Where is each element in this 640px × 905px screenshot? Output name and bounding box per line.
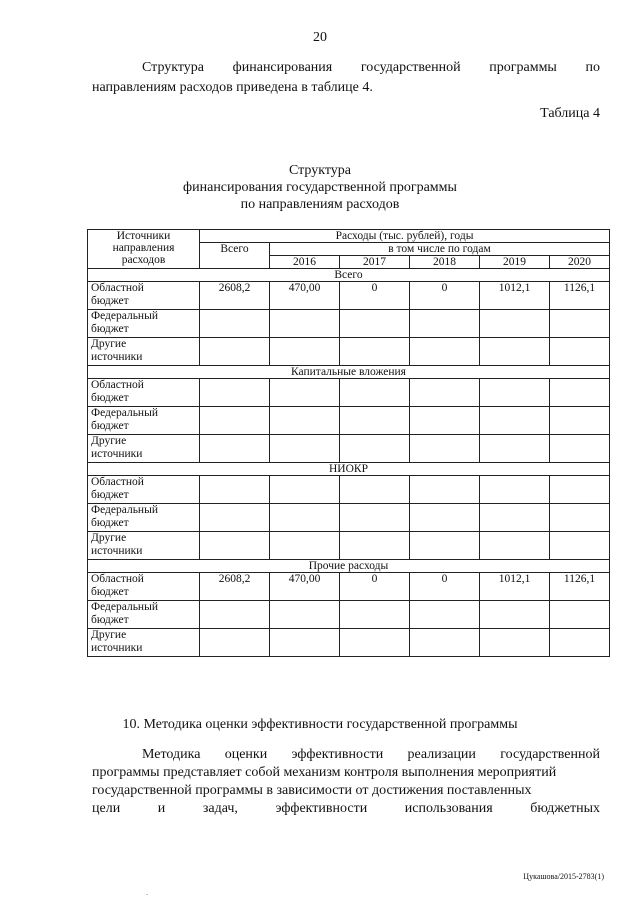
paragraph-text: программы представляет собой механизм контроля выполнения мероприятий (92, 765, 557, 780)
page-number: 20 (313, 30, 327, 45)
value-cell (200, 532, 270, 560)
value-cell (270, 310, 340, 338)
methodology-paragraph (92, 746, 600, 818)
section-title-cell: НИОКР (88, 463, 610, 476)
value-cell (340, 407, 410, 435)
value-cell (200, 379, 270, 407)
row-label-line: Областной (91, 476, 144, 488)
table-label: Таблица 4 (540, 106, 600, 121)
value-cell (270, 407, 340, 435)
value-cell (200, 435, 270, 463)
value-cell (200, 601, 270, 629)
header-expenses-cell: Расходы (тыс. рублей), годы (200, 230, 610, 243)
value-cell: 0 (410, 282, 480, 310)
header-year-cell: 2017 (340, 256, 410, 269)
value-cell (410, 629, 480, 657)
row-label-cell (88, 573, 200, 601)
paragraph-line-1 (92, 746, 600, 764)
intro-line-1 (92, 58, 600, 78)
section-row (88, 463, 610, 476)
paragraph-line-2 (92, 764, 600, 782)
value-cell (410, 476, 480, 504)
section-10-title: 10. Методика оценки эффективности государственной программы (122, 717, 518, 732)
table-row (88, 601, 610, 629)
paragraph-word: использования (404, 801, 493, 816)
value-cell: 1126,1 (550, 282, 610, 310)
table-row (88, 629, 610, 657)
row-label-line: Федеральный (91, 504, 158, 516)
table-row (88, 504, 610, 532)
paragraph-text: государственной программы в зависимости от достижения поставленных (92, 783, 532, 798)
header-year-cell: 2020 (550, 256, 610, 269)
row-label-line: бюджет (91, 420, 129, 432)
row-label-line: Федеральный (91, 310, 158, 322)
value-cell (410, 379, 480, 407)
value-cell (270, 532, 340, 560)
table-title-line: финансирования государственной программы (183, 180, 457, 195)
value-cell (550, 601, 610, 629)
row-label-line: источники (91, 448, 143, 460)
row-label-line: бюджет (91, 295, 129, 307)
value-cell (480, 310, 550, 338)
row-label-line: источники (91, 351, 143, 363)
table-row (88, 532, 610, 560)
header-year-cell: 2019 (480, 256, 550, 269)
intro-word: финансирования (232, 60, 333, 75)
value-cell (550, 310, 610, 338)
table-title (0, 162, 640, 213)
paragraph-word: задач, (202, 801, 238, 816)
paragraph-word: эффективности (275, 801, 368, 816)
row-label-line: бюджет (91, 614, 129, 626)
row-label-cell (88, 282, 200, 310)
value-cell (200, 629, 270, 657)
value-cell (270, 435, 340, 463)
table-title-line: Структура (288, 163, 352, 178)
value-cell (480, 338, 550, 366)
intro-line-2: направлениям расходов приведена в таблице 4. (92, 80, 373, 95)
paragraph-word: оценки (224, 747, 268, 762)
row-label-line: Другие (91, 629, 127, 641)
section-title-cell: Капитальные вложения (88, 366, 610, 379)
value-cell (410, 435, 480, 463)
value-cell (480, 379, 550, 407)
value-cell: 1012,1 (480, 282, 550, 310)
value-cell (270, 504, 340, 532)
value-cell (270, 379, 340, 407)
paragraph-line-3 (92, 782, 600, 800)
paragraph-word: бюджетных (530, 801, 600, 816)
intro-paragraph (92, 58, 600, 98)
value-cell (340, 435, 410, 463)
value-cell (200, 407, 270, 435)
value-cell (550, 379, 610, 407)
value-cell (480, 476, 550, 504)
row-label-cell (88, 532, 200, 560)
header-by-years-cell: в том числе по годам (270, 243, 610, 256)
table-row (88, 435, 610, 463)
value-cell (340, 601, 410, 629)
value-cell: 0 (340, 282, 410, 310)
value-cell (410, 407, 480, 435)
value-cell (270, 629, 340, 657)
row-label-line: бюджет (91, 392, 129, 404)
value-cell (480, 601, 550, 629)
table-row (88, 573, 610, 601)
financing-table (87, 229, 610, 657)
row-label-line: бюджет (91, 517, 129, 529)
value-cell (410, 601, 480, 629)
row-label-cell (88, 338, 200, 366)
value-cell: 470,00 (270, 573, 340, 601)
value-cell (550, 504, 610, 532)
value-cell (480, 435, 550, 463)
table-row (88, 310, 610, 338)
paragraph-word: реализации (407, 747, 476, 762)
table-row (88, 282, 610, 310)
row-label-cell (88, 310, 200, 338)
value-cell (340, 379, 410, 407)
intro-word: Структура (142, 60, 205, 75)
value-cell: 1012,1 (480, 573, 550, 601)
header-total-cell: Всего (200, 243, 270, 269)
value-cell (550, 476, 610, 504)
value-cell (550, 338, 610, 366)
value-cell: 2608,2 (200, 573, 270, 601)
row-label-line: источники (91, 642, 143, 654)
row-label-cell (88, 379, 200, 407)
header-sources-line: расходов (121, 254, 166, 266)
row-label-line: Другие (91, 435, 127, 447)
value-cell (480, 407, 550, 435)
value-cell (340, 310, 410, 338)
row-label-line: Федеральный (91, 601, 158, 613)
table-row (88, 407, 610, 435)
value-cell (340, 629, 410, 657)
paragraph-word: и (157, 801, 166, 816)
paragraph-word: цели (92, 801, 121, 816)
row-label-line: Областной (91, 573, 144, 585)
value-cell (200, 310, 270, 338)
table-title-line: по направлениям расходов (240, 197, 400, 212)
table-body (88, 230, 610, 657)
row-label-cell (88, 504, 200, 532)
value-cell (270, 476, 340, 504)
header-sources-line: направления (112, 242, 175, 254)
value-cell (480, 629, 550, 657)
table-row (88, 379, 610, 407)
value-cell (200, 338, 270, 366)
value-cell (480, 504, 550, 532)
row-label-line: Другие (91, 338, 127, 350)
paragraph-word: Методика (142, 747, 201, 762)
value-cell (550, 435, 610, 463)
section-title-cell: Прочие расходы (88, 560, 610, 573)
document-footer-code: Цукашова/2015-2783(1) (523, 872, 604, 881)
row-label-cell (88, 476, 200, 504)
header-row-1 (88, 230, 610, 243)
value-cell (340, 532, 410, 560)
value-cell: 2608,2 (200, 282, 270, 310)
value-cell: 470,00 (270, 282, 340, 310)
row-label-line: бюджет (91, 586, 129, 598)
header-sources-line: Источники (116, 230, 171, 242)
section-title-cell: Всего (88, 269, 610, 282)
value-cell: 0 (340, 573, 410, 601)
row-label-line: Областной (91, 282, 144, 294)
row-label-line: бюджет (91, 489, 129, 501)
row-label-line: Областной (91, 379, 144, 391)
row-label-line: бюджет (91, 323, 129, 335)
margin-mark: . (146, 888, 148, 897)
value-cell (270, 338, 340, 366)
section-row (88, 560, 610, 573)
paragraph-line-4 (92, 800, 600, 818)
header-year-cell: 2016 (270, 256, 340, 269)
header-sources-cell (88, 230, 200, 269)
value-cell (550, 407, 610, 435)
section-row (88, 366, 610, 379)
row-label-cell (88, 601, 200, 629)
value-cell (340, 476, 410, 504)
value-cell (200, 476, 270, 504)
row-label-cell (88, 435, 200, 463)
intro-word: программы (489, 60, 557, 75)
value-cell (200, 504, 270, 532)
value-cell (410, 504, 480, 532)
value-cell: 1126,1 (550, 573, 610, 601)
row-label-line: Другие (91, 532, 127, 544)
intro-word: государственной (360, 60, 461, 75)
value-cell (270, 601, 340, 629)
value-cell (410, 338, 480, 366)
table-row (88, 338, 610, 366)
intro-word: по (585, 60, 600, 75)
table-row (88, 476, 610, 504)
paragraph-word: государственной (500, 747, 600, 762)
row-label-cell (88, 407, 200, 435)
value-cell (550, 629, 610, 657)
value-cell (340, 504, 410, 532)
header-year-cell: 2018 (410, 256, 480, 269)
value-cell (410, 532, 480, 560)
row-label-line: Федеральный (91, 407, 158, 419)
value-cell (480, 532, 550, 560)
row-label-cell (88, 629, 200, 657)
row-label-line: источники (91, 545, 143, 557)
value-cell (340, 338, 410, 366)
paragraph-word: эффективности (291, 747, 384, 762)
section-row (88, 269, 610, 282)
value-cell (410, 310, 480, 338)
value-cell (550, 532, 610, 560)
value-cell: 0 (410, 573, 480, 601)
